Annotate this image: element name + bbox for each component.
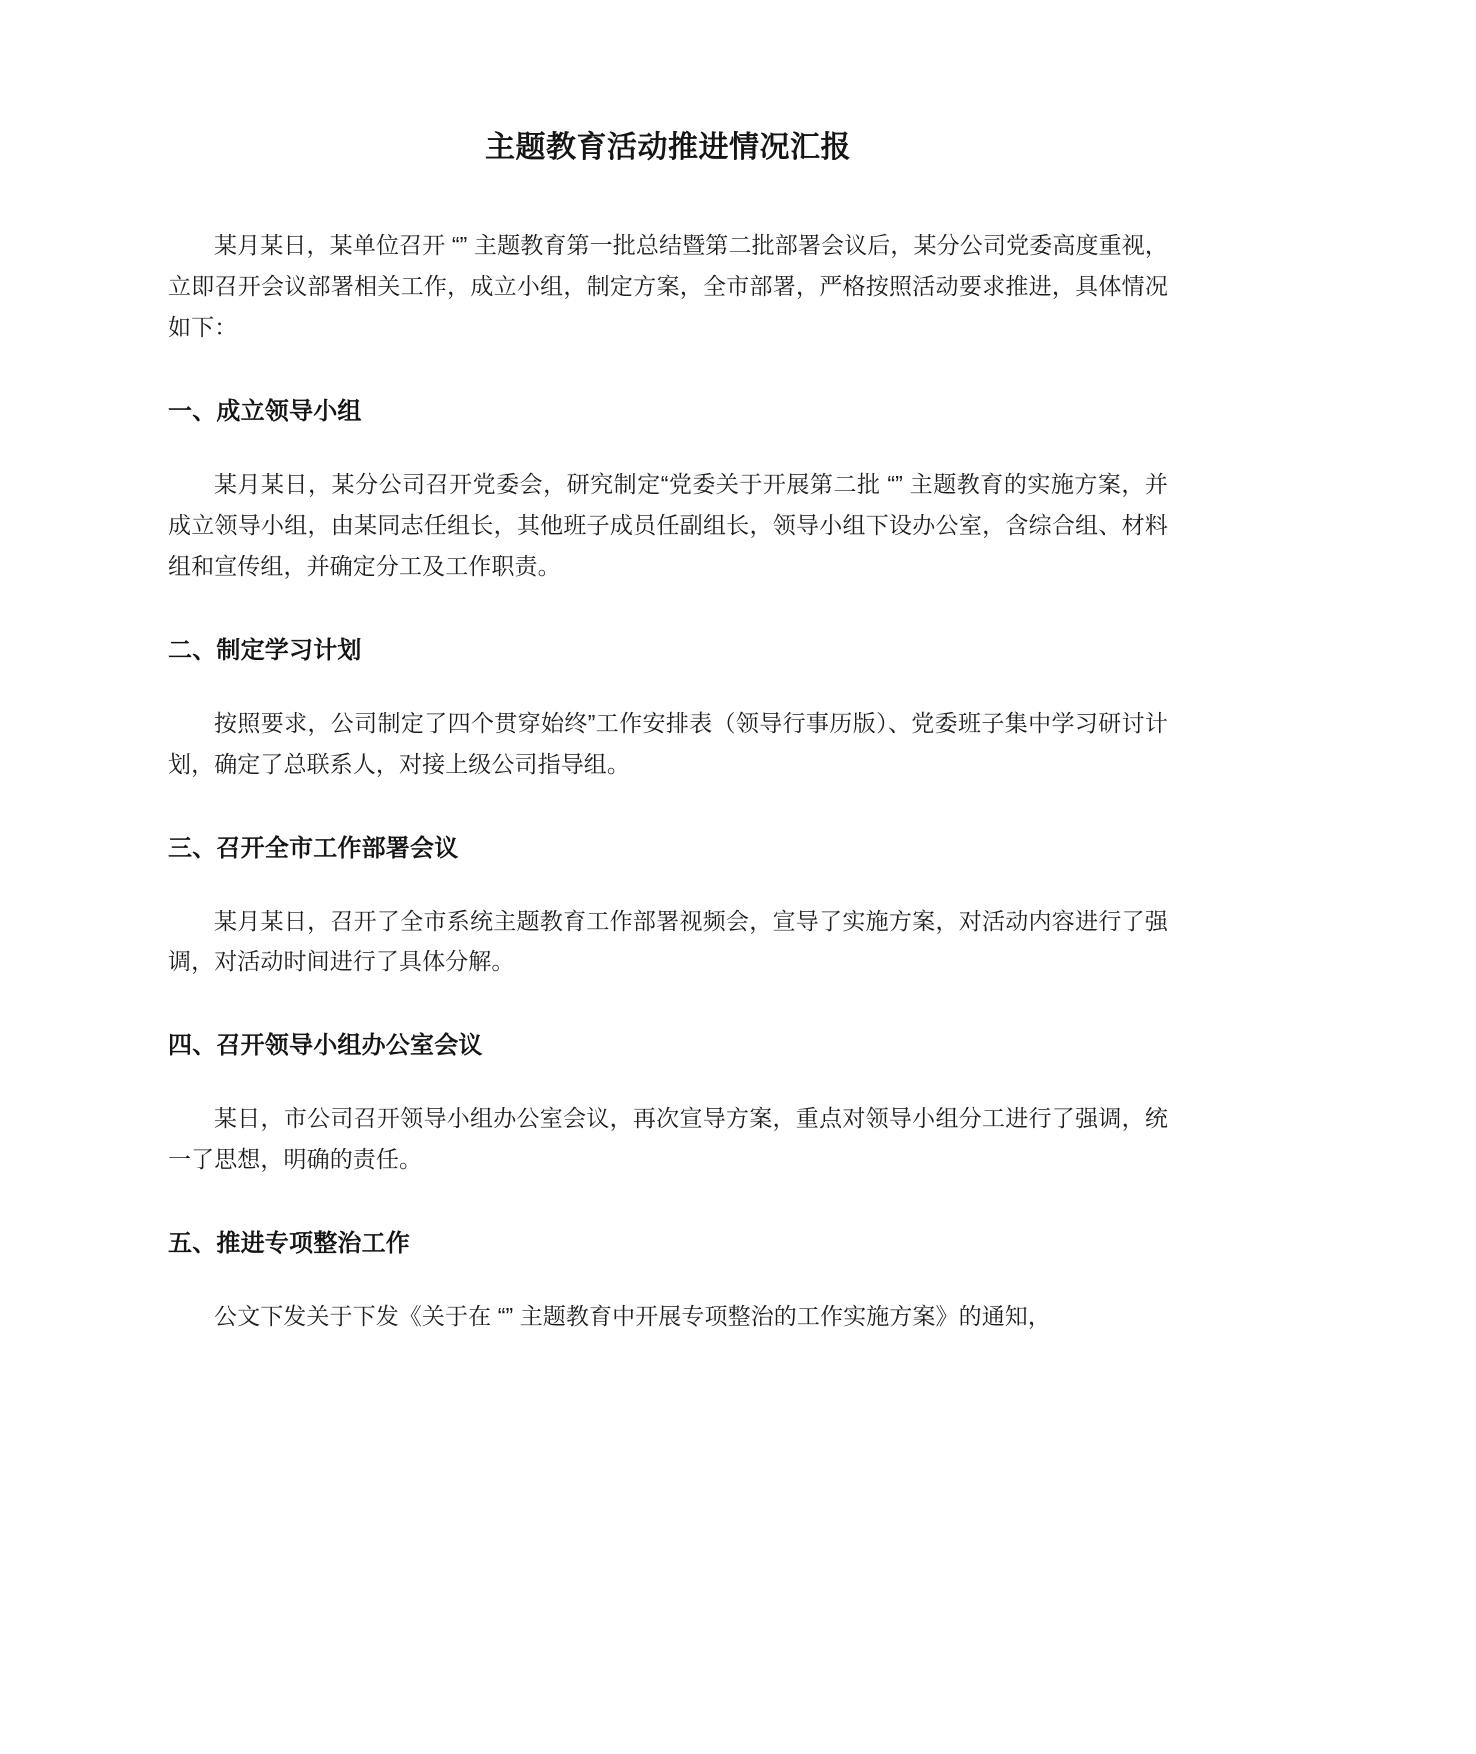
page-title: 主题教育活动推进情况汇报 [485,131,851,164]
section-heading-1: 一、成立领导小组 [168,397,362,425]
spacer [168,669,1168,703]
section-heading-2: 二、制定学习计划 [168,636,362,664]
section-heading-4: 四、召开领导小组办公室会议 [168,1032,483,1060]
intro-paragraph: 某月某日，某单位召开 “” 主题教育第一批总结暨第二批部署会议后，某分公司党委高度重视，立即召开会议部署相关工作，成立小组，制定方案，全市部署，严格按照活动要求推进，具体情况如下： [168,232,1168,340]
spacer [168,1262,1168,1296]
spacer [168,348,1168,394]
spacer [168,982,1168,1028]
section-body-5: 公文下发关于下发《关于在 “” 主题教育中开展专项整治的工作实施方案》的通知， [214,1303,1051,1330]
document-body [168,0,1168,1337]
spacer [168,785,1168,831]
section-body-1: 某月某日，某分公司召开党委会，研究制定“党委关于开展第二批 “” 主题教育的实施方案，并成立领导小组，由某同志任组长，其他班子成员任副组长，领导小组下设办公室，含综合组、材料组和宣传组，并确定分工及工作职责。 [168,470,1168,579]
spacer [168,867,1168,901]
spacer [168,167,1168,225]
section-heading-5: 五、推进专项整治工作 [168,1230,410,1258]
spacer [168,430,1168,464]
section-body-4: 某日，市公司召开领导小组办公室会议，再次宣导方案，重点对领导小组分工进行了强调，统一了思想，明确的责任。 [168,1105,1168,1173]
spacer [168,1064,1168,1098]
section-heading-3: 三、召开全市工作部署会议 [168,834,459,862]
spacer [168,587,1168,633]
section-body-3: 某月某日，召开了全市系统主题教育工作部署视频会，宣导了实施方案，对活动内容进行了强调，对活动时间进行了具体分解。 [168,907,1168,975]
spacer [168,1180,1168,1226]
section-body-2: 按照要求，公司制定了四个贯穿始终”工作安排表（领导行事历版）、党委班子集中学习研讨计划，确定了总联系人，对接上级公司指导组。 [168,709,1168,777]
